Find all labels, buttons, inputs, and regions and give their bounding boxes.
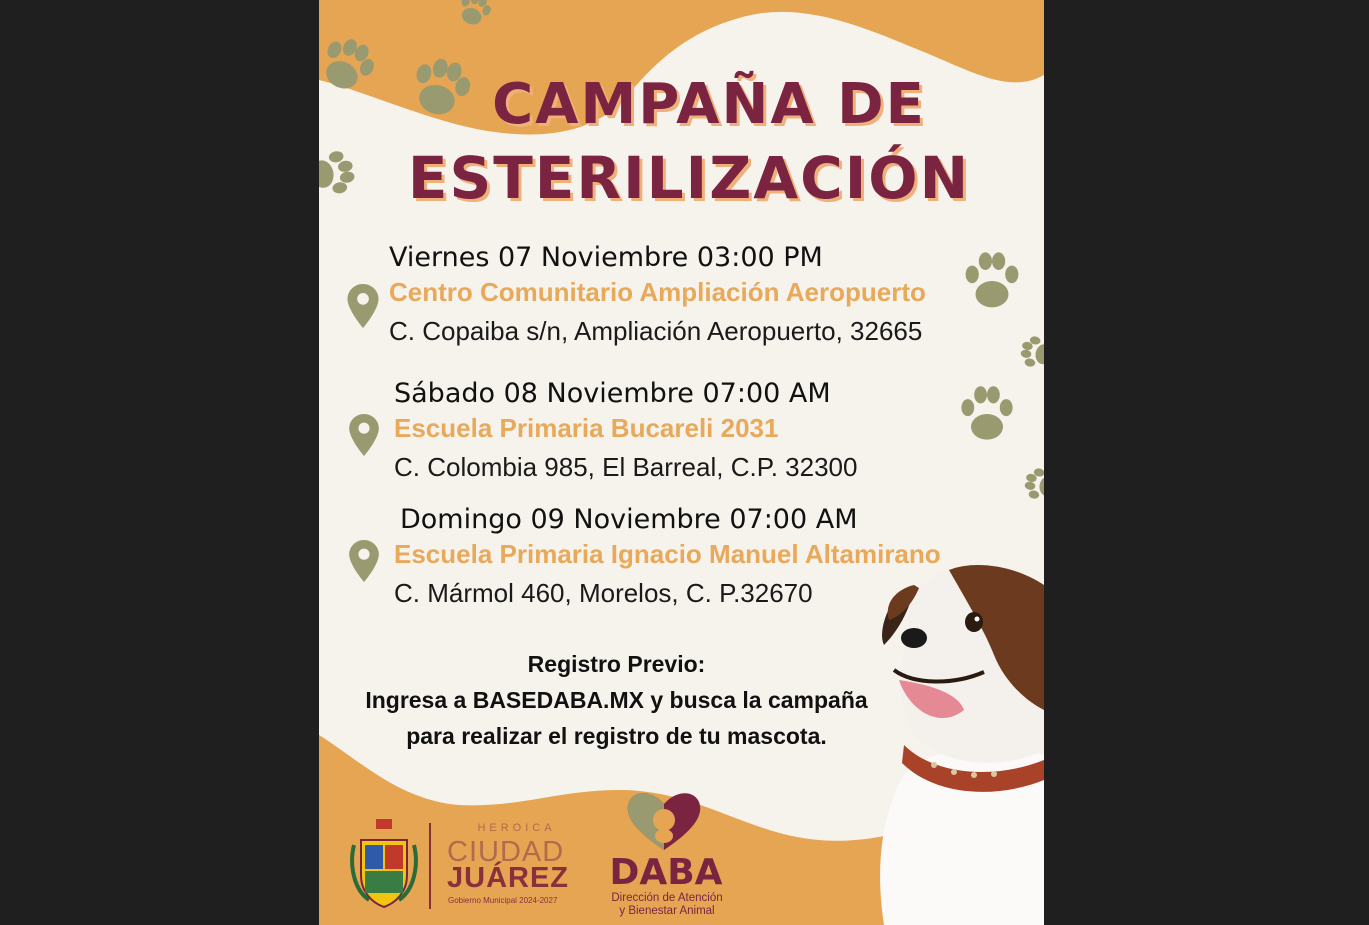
paw-print-icon bbox=[959, 248, 1025, 314]
daba-title: DABA bbox=[609, 852, 723, 893]
paw-print-icon bbox=[955, 382, 1019, 446]
paw-print-icon bbox=[1017, 318, 1044, 388]
daba-subtitle bbox=[597, 892, 737, 918]
registration-line1: Ingresa a BASEDABA.MX y busca la campaña bbox=[365, 687, 868, 713]
event-venue: Centro Comunitario Ampliación Aeropuerto bbox=[389, 277, 926, 307]
event-address: C. Mármol 460, Morelos, C. P.32670 bbox=[394, 578, 813, 608]
logo-divider bbox=[429, 823, 431, 909]
event-date: Viernes 07 Noviembre 03:00 PM bbox=[389, 242, 823, 273]
registration-info bbox=[319, 646, 914, 754]
location-pin-icon bbox=[349, 414, 379, 456]
paw-print-icon bbox=[444, 0, 504, 30]
event-address: C. Colombia 985, El Barreal, C.P. 32300 bbox=[394, 452, 858, 482]
registration-line2: para realizar el registro de tu mascota. bbox=[406, 723, 827, 749]
daba-subtitle-line2: y Bienestar Animal bbox=[619, 905, 715, 917]
registration-heading: Registro Previo: bbox=[527, 651, 706, 677]
cj-gobierno-text: Gobierno Municipal 2024-2027 bbox=[448, 896, 558, 905]
cj-heroica-text: HEROICA bbox=[477, 822, 556, 834]
campaign-poster bbox=[319, 0, 1044, 925]
cj-juarez-text: JUÁREZ bbox=[447, 862, 570, 894]
event-venue: Escuela Primaria Bucareli 2031 bbox=[394, 413, 779, 443]
event-date: Sábado 08 Noviembre 07:00 AM bbox=[394, 378, 831, 409]
cj-ciudad-text: CIUDAD bbox=[447, 836, 565, 868]
dog-photo bbox=[854, 560, 1044, 925]
poster-title-line1: CAMPAÑA DE bbox=[492, 72, 926, 137]
poster-title-line2: ESTERILIZACIÓN bbox=[407, 144, 971, 212]
location-pin-icon bbox=[347, 284, 379, 328]
event-venue: Escuela Primaria Ignacio Manuel Altamirano bbox=[394, 539, 941, 569]
event-date: Domingo 09 Noviembre 07:00 AM bbox=[400, 504, 858, 535]
event-address: C. Copaiba s/n, Ampliación Aeropuerto, 32665 bbox=[389, 316, 923, 346]
daba-heart-logo-icon bbox=[624, 790, 704, 852]
paw-print-icon bbox=[1021, 452, 1044, 518]
event-1 bbox=[389, 242, 926, 347]
event-2 bbox=[394, 378, 857, 483]
daba-subtitle-line1: Dirección de Atención bbox=[611, 892, 723, 904]
location-pin-icon bbox=[349, 540, 379, 582]
coat-of-arms-icon bbox=[349, 815, 419, 910]
